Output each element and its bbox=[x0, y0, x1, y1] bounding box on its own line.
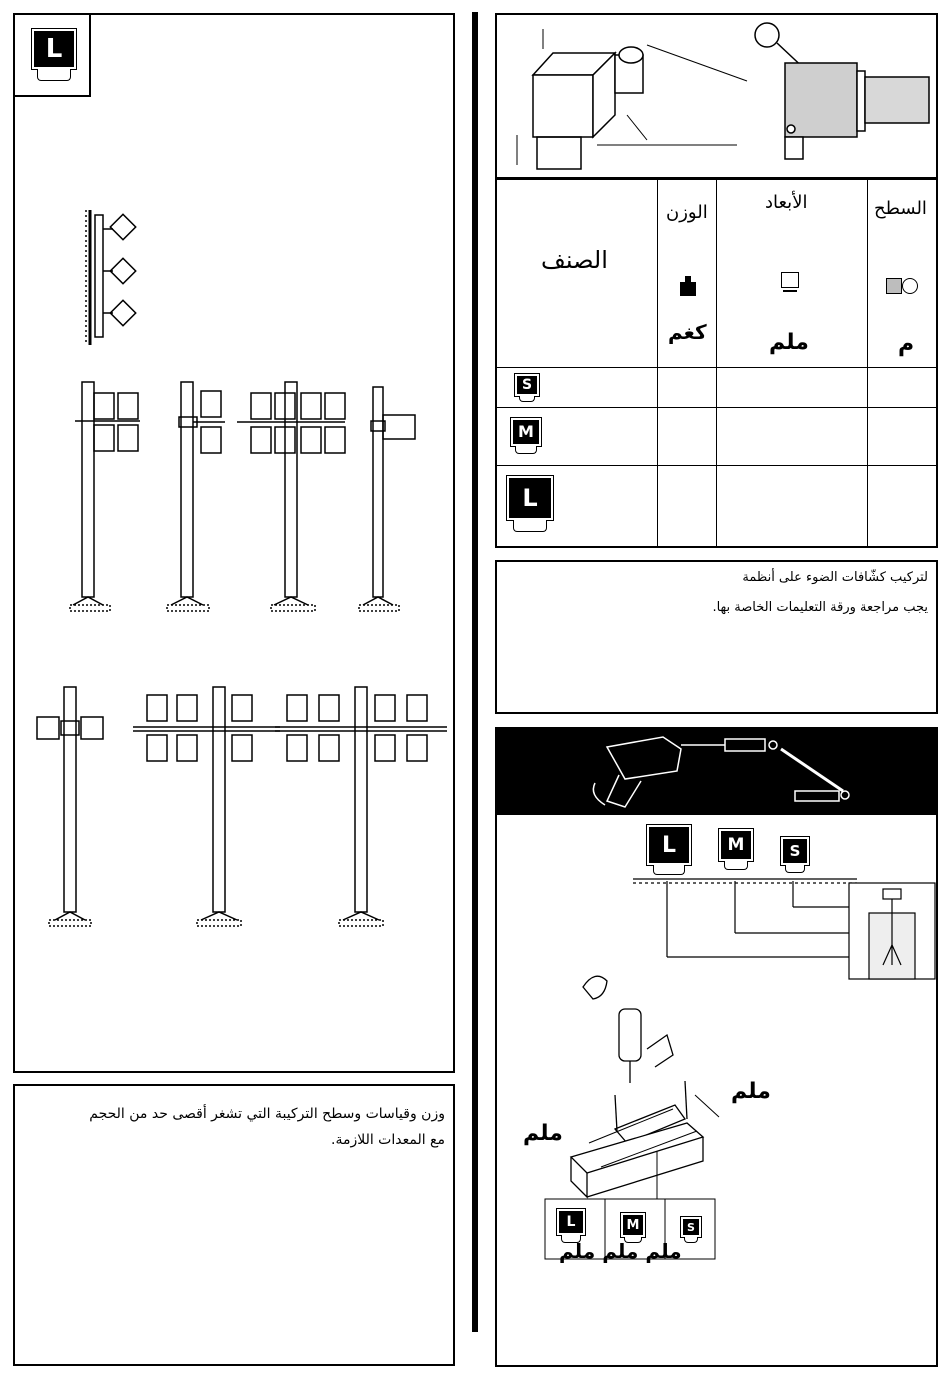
size-badge-l: L bbox=[32, 29, 78, 83]
header-class: الصنف bbox=[496, 179, 658, 367]
bottom-badge-s: S bbox=[681, 1217, 703, 1245]
dim-label-left: ملم bbox=[523, 1121, 563, 1146]
header-surface: السطح م bbox=[868, 179, 938, 367]
bottom-badge-l: L bbox=[557, 1209, 587, 1245]
size-badge-l-row: L bbox=[507, 476, 555, 536]
pole-config-1 bbox=[70, 382, 140, 611]
column-divider bbox=[472, 12, 478, 1332]
pole-config-4 bbox=[359, 387, 415, 611]
surface-icon-circle bbox=[902, 278, 918, 294]
note-line-1: لتركيب كشّافات الضوء على أنظمة bbox=[742, 570, 928, 585]
weight-icon bbox=[680, 282, 696, 296]
installation-panel bbox=[495, 727, 938, 1367]
mount-badge-l: L bbox=[647, 825, 693, 877]
weight-icon-top bbox=[685, 276, 691, 283]
dim-label-right: ملم bbox=[731, 1079, 771, 1104]
table-row-m bbox=[496, 407, 937, 465]
installation-note-panel bbox=[495, 560, 938, 714]
dimension-icon bbox=[781, 272, 799, 288]
spec-table bbox=[495, 178, 938, 548]
header-dimensions: الأبعاد ملم bbox=[717, 179, 868, 367]
mount-badge-m: M bbox=[719, 829, 755, 875]
bottom-badge-m: M bbox=[621, 1213, 647, 1245]
size-badge-m: M bbox=[511, 418, 543, 456]
header-weight: الوزن كغم bbox=[658, 179, 717, 367]
mounting-options-panel bbox=[13, 13, 455, 1073]
weight-note-line-1: وزن وقياسات وسطح التركيبة التي تشغر أقصى حد من الحجم bbox=[89, 1106, 445, 1122]
pole-config-2 bbox=[167, 382, 225, 611]
table-row-l bbox=[496, 465, 937, 547]
drill-illustration bbox=[585, 731, 855, 811]
pole-config-5 bbox=[37, 687, 103, 926]
pole-config-7 bbox=[275, 687, 447, 926]
size-badge-s: S bbox=[515, 374, 541, 404]
dimension-icon-base bbox=[783, 290, 797, 292]
dimensions-figure-panel bbox=[495, 13, 938, 179]
surface-icon bbox=[886, 278, 902, 294]
pole-config-6 bbox=[133, 687, 280, 926]
floodlight-dimension-drawing bbox=[497, 15, 937, 177]
bottom-units: ملم ملم ملم bbox=[559, 1239, 682, 1263]
pole-config-3 bbox=[237, 382, 345, 611]
note-line-2: يجب مراجعة ورقة التعليمات الخاصة بها. bbox=[712, 600, 928, 615]
weight-note-line-2: مع المعدات اللازمة. bbox=[331, 1132, 445, 1148]
weight-note-panel bbox=[13, 1084, 455, 1366]
wall-lamp bbox=[110, 214, 135, 239]
table-row-s bbox=[496, 367, 937, 407]
pole-mounting-diagram bbox=[15, 15, 453, 1070]
mount-badge-s: S bbox=[781, 837, 811, 875]
